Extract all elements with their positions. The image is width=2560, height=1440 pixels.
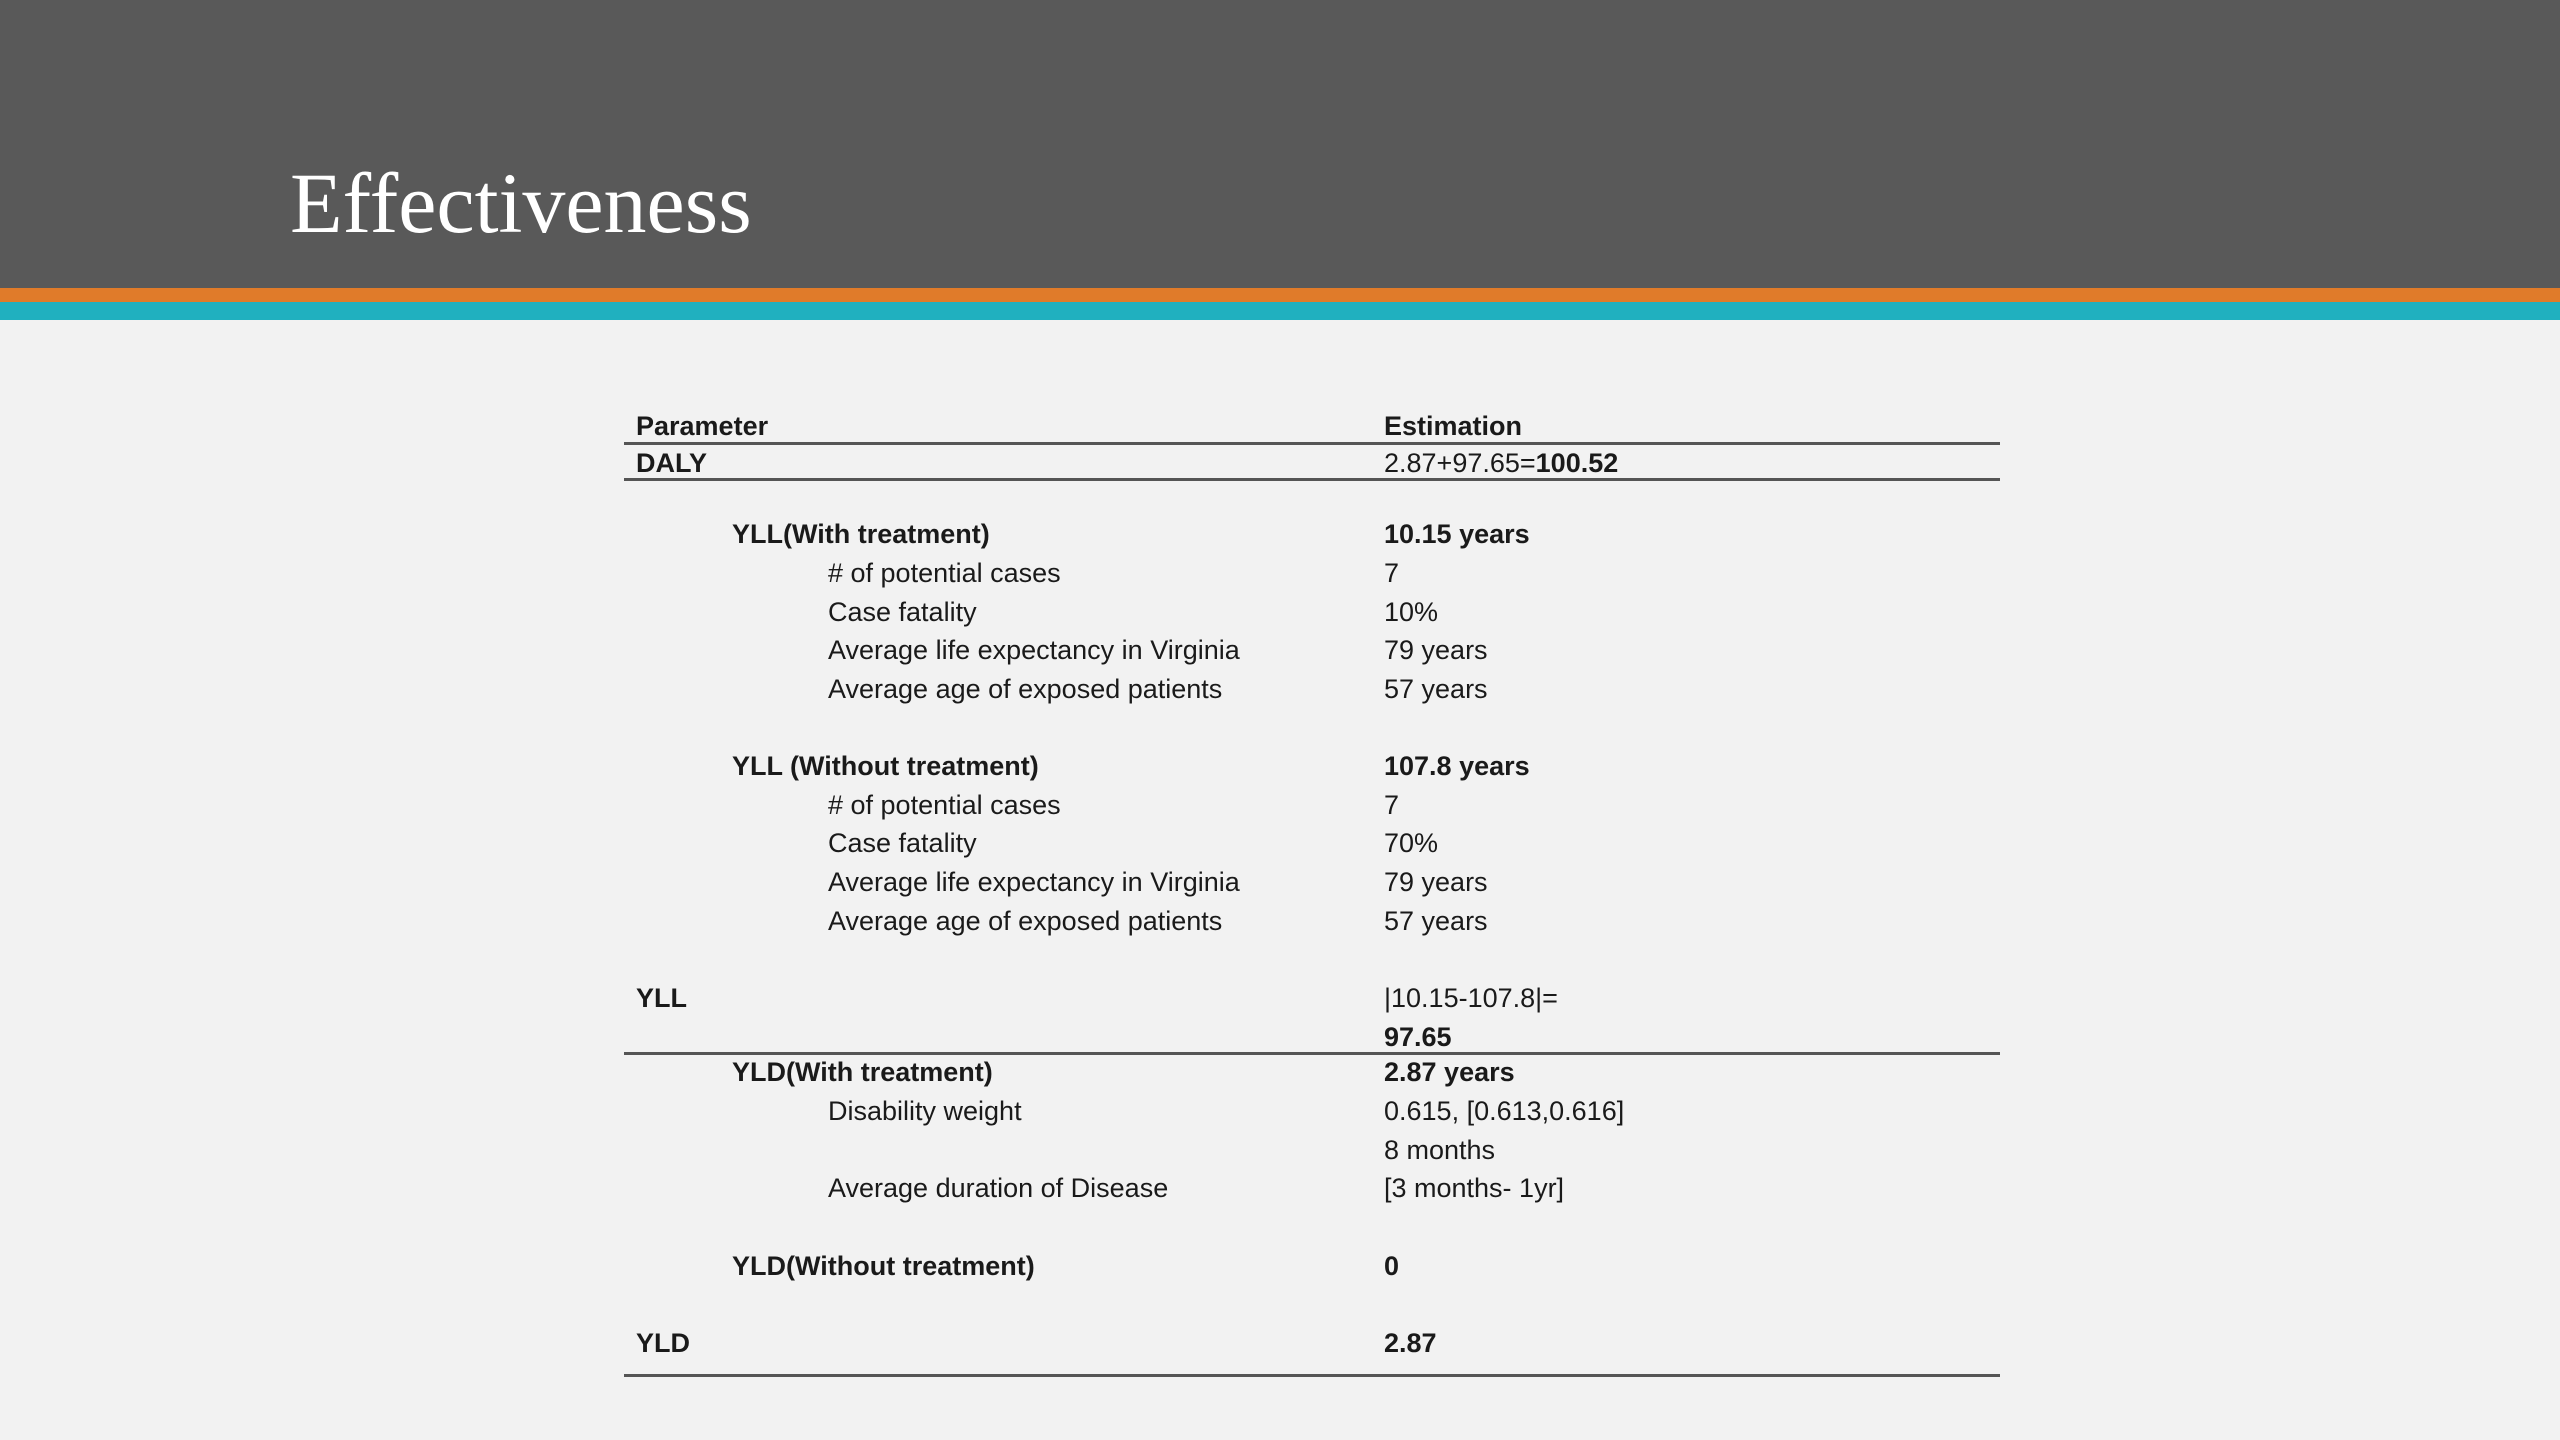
table-rule-daly <box>624 478 2000 481</box>
daly-total: 100.52 <box>1535 448 1619 478</box>
daly-label: DALY <box>636 448 708 478</box>
yll-without-row-value: 7 <box>1384 790 1400 820</box>
yll-with-row-value: 10% <box>1384 597 1439 627</box>
yld-total-label: YLD <box>636 1328 690 1358</box>
yll-without-label: YLL (Without treatment) <box>732 751 1039 781</box>
yll-without-row-label: # of potential cases <box>828 790 1061 820</box>
duration-range: [3 months- 1yr] <box>1384 1173 1565 1203</box>
yll-with-row-value: 57 years <box>1384 674 1488 704</box>
yll-without-row-value: 57 years <box>1384 906 1488 936</box>
yll-total-formula: |10.15-107.8|= <box>1384 983 1558 1013</box>
yll-with-row-value: 7 <box>1384 558 1400 588</box>
yld-without-label: YLD(Without treatment) <box>732 1251 1035 1281</box>
disability-weight-label: Disability weight <box>828 1096 1022 1126</box>
yll-with-value: 10.15 years <box>1384 519 1530 549</box>
daly-estimation <box>1384 447 1618 479</box>
duration-months: 8 months <box>1384 1135 1496 1165</box>
yll-without-row-label: Average age of exposed patients <box>828 906 1223 936</box>
table-rule-bottom <box>624 1374 2000 1377</box>
yll-without-row-label: Case fatality <box>828 828 977 858</box>
yll-with-row-label: # of potential cases <box>828 558 1061 588</box>
yld-with-value: 2.87 years <box>1384 1057 1515 1087</box>
yll-total-value: 97.65 <box>1384 1022 1452 1052</box>
yll-total-label: YLL <box>636 983 687 1013</box>
yld-total-value: 2.87 <box>1384 1328 1437 1358</box>
yll-without-row-label: Average life expectancy in Virginia <box>828 867 1240 897</box>
yll-with-row-label: Average life expectancy in Virginia <box>828 635 1240 665</box>
yll-without-row-value: 70% <box>1384 828 1439 858</box>
yll-without-value: 107.8 years <box>1384 751 1530 781</box>
daly-table <box>624 0 2000 1440</box>
duration-label: Average duration of Disease <box>828 1173 1169 1203</box>
table-rule-yll <box>624 1052 2000 1055</box>
yll-with-row-label: Average age of exposed patients <box>828 674 1223 704</box>
header-estimation: Estimation <box>1384 411 1523 441</box>
table-rule-top <box>624 442 2000 445</box>
disability-weight-value: 0.615, [0.613,0.616] <box>1384 1096 1625 1126</box>
yll-with-label: YLL(With treatment) <box>732 519 990 549</box>
slide-title: Effectiveness <box>290 155 752 251</box>
yld-without-value: 0 <box>1384 1251 1400 1281</box>
daly-formula: 2.87+97.65= <box>1384 448 1536 478</box>
yld-with-label: YLD(With treatment) <box>732 1057 993 1087</box>
yll-with-row-label: Case fatality <box>828 597 977 627</box>
header-parameter: Parameter <box>636 411 769 441</box>
yll-without-row-value: 79 years <box>1384 867 1488 897</box>
yll-with-row-value: 79 years <box>1384 635 1488 665</box>
